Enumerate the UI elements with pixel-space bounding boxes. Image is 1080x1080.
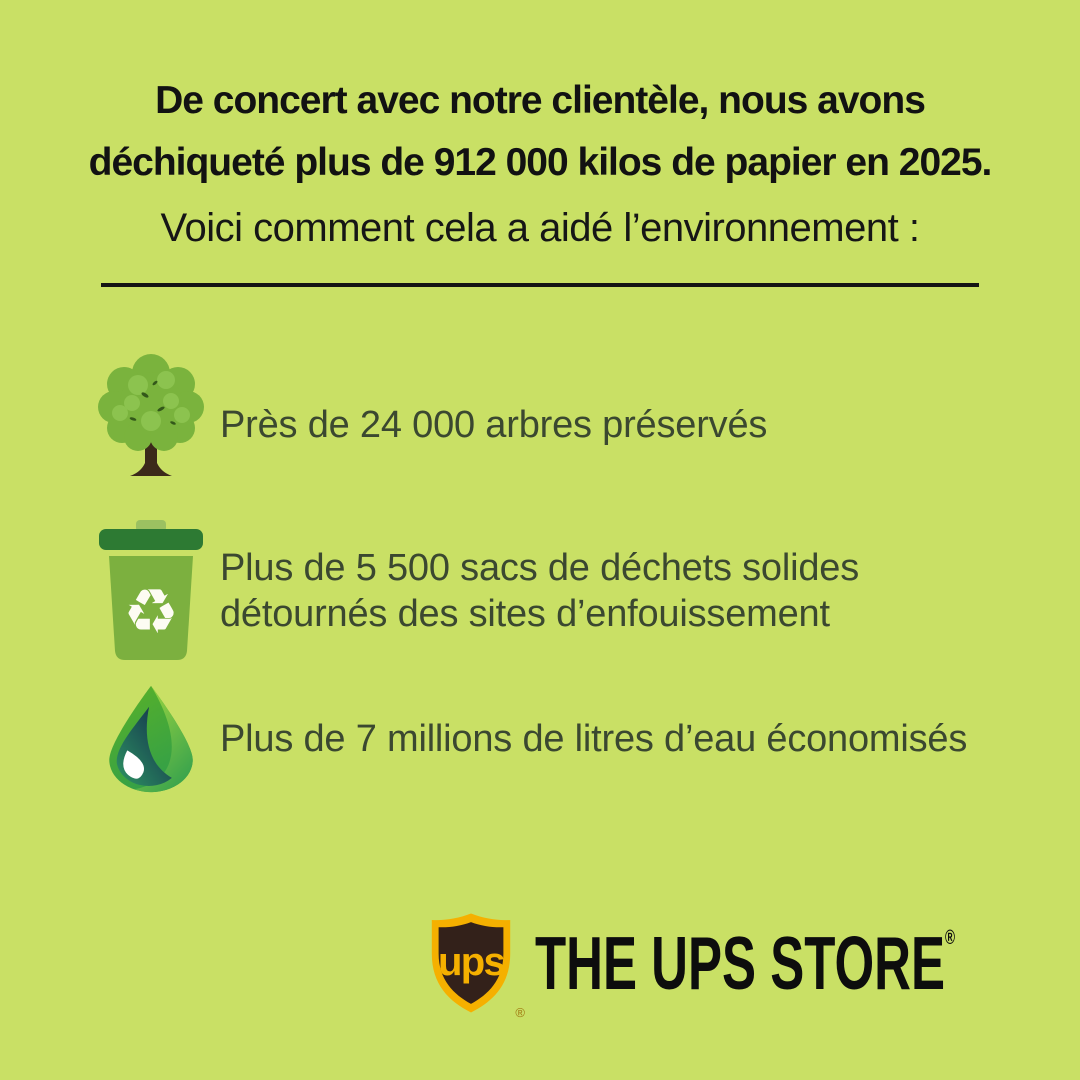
stat-row-water	[0, 684, 1080, 794]
recycle-bin-icon	[82, 520, 220, 662]
brand-registered-mark: ®	[944, 926, 956, 949]
tree-icon	[82, 351, 220, 483]
brand-wordmark	[535, 920, 956, 1005]
shield-registered-mark: ®	[515, 1005, 525, 1020]
water-drop-icon	[82, 684, 220, 794]
ups-shield-text: ups	[437, 939, 505, 984]
svg-text:♻: ♻	[123, 575, 179, 648]
stat-text-trees: Près de 24 000 arbres préservés	[220, 404, 768, 446]
stat-text-waste: Plus de 5 500 sacs de déchets solides détournés des sites d’enfouissement	[220, 547, 860, 635]
headline-line-2: déchiqueté plus de 912 000 kilos de papier en 2025.	[88, 141, 992, 184]
divider-line	[101, 283, 979, 287]
stat-row-waste	[0, 518, 1080, 664]
headline-line-1: De concert avec notre clientèle, nous avons	[155, 79, 925, 122]
subtitle: Voici comment cela a aidé l’environnement :	[160, 206, 920, 250]
header	[0, 70, 1080, 287]
stat-text-water: Plus de 7 millions de litres d’eau économisés	[220, 718, 968, 760]
ups-shield-logo	[425, 911, 525, 1020]
brand-lockup	[425, 910, 1080, 1020]
stat-row-trees	[0, 350, 1080, 484]
brand-name: THE UPS STORE	[535, 920, 945, 1005]
